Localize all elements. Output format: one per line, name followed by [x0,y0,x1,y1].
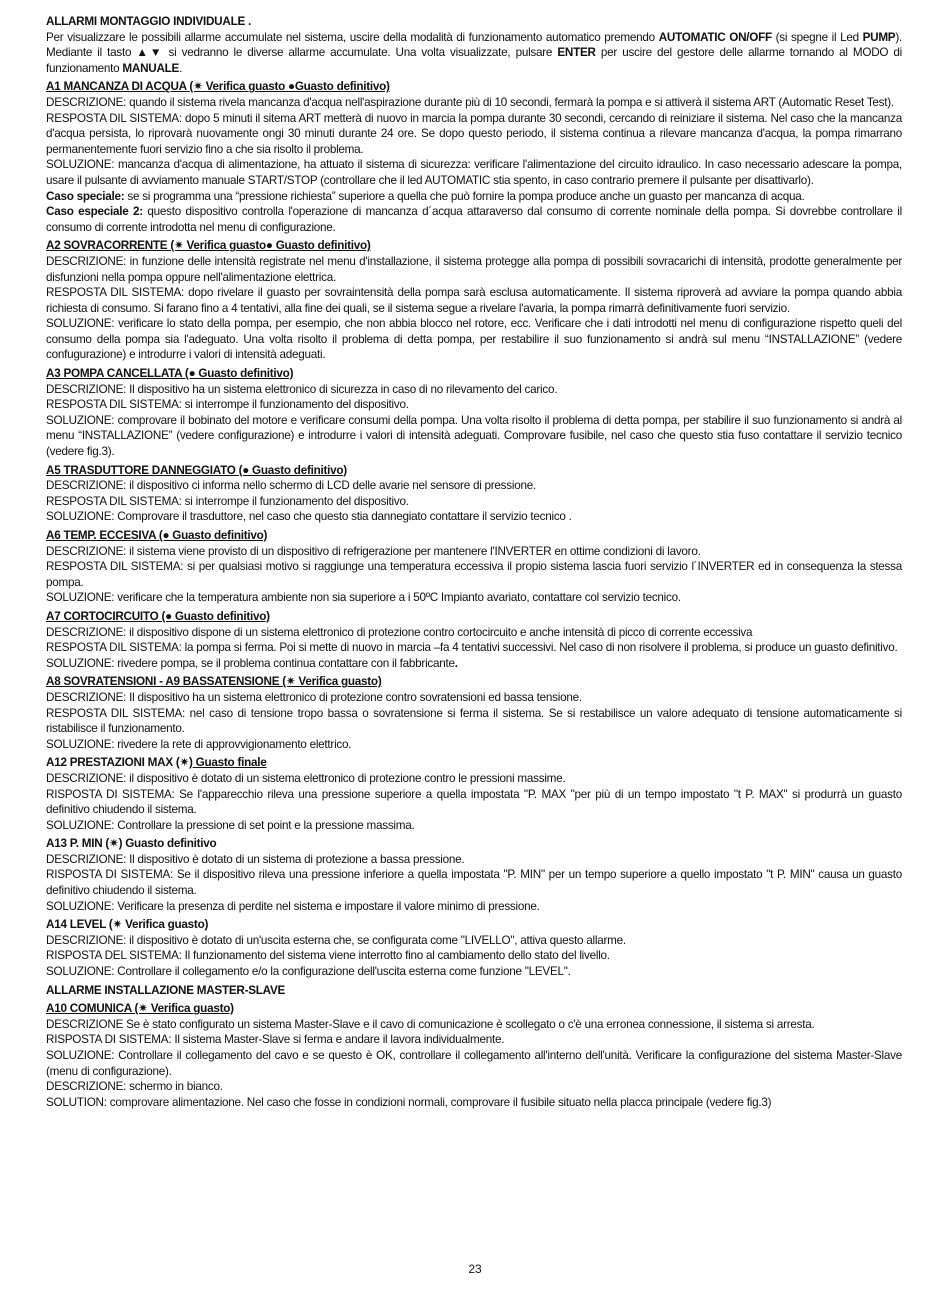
alarm-a7-solution [46,656,902,672]
alarm-a7-title: A7 CORTOCIRCUITO (● Guasto definitivo) [46,609,270,623]
special-case-2-text: questo dispositivo controlla l'operazione di mancanza d´acqua attaraverso dal consumo di corrente nominale della pompa. Si dovrebbe controllare il consumo di corrente introdotta nel menu di configurazione. [46,205,902,234]
alarm-a8-description: DESCRIZIONE: Il dispositivo ha un sistema elettronico di protezione contro sovratensioni ed bassa tensione. [46,690,582,704]
alarm-a8-title: A8 SOVRATENSIONI - A9 BASSATENSIONE (✷ Verifica guasto) [46,675,382,689]
alarm-a13-solution: SOLUZIONE: Verificare la presenza di perdite nel sistema e impostare il valore minimo di pressione. [46,899,540,913]
alarm-a8-solution: SOLUZIONE: rivedere la rete di approvvigionamento elettrico. [46,737,352,751]
alarm-a1-special-case [46,189,902,205]
alarm-a6-response: RESPOSTA DIL SISTEMA: si per qualsiasi motivo si raggiunge una temperatura eccessiva il propio sistema lascia fuori servizio l´INVERTER ed in consequenza la stessa pompa. [46,560,902,589]
master-slave-section [46,983,902,999]
alarm-a14-description: DESCRIZIONE: il dispositivo è dotato di un'uscita esterna che, se configurata come "LIVELLO", attiva questo allarme. [46,933,626,947]
alarm-a3-description: DESCRIZIONE: Il dispositivo ha un sistema elettronico di sicurezza in caso di no rilevamento del carico. [46,382,558,396]
alarm-a7-response: RESPOSTA DIL SISTEMA: la pompa si ferma. Poi si mette di nuovo in marcia –fa 4 tentativi successivi. Nel caso di non risolvere il problema, si produce un guasto definitivo. [46,641,898,655]
alarm-a6-description: DESCRIZIONE: il sistema viene provisto di un dispositivo di refrigerazione per mantenere l'INVERTER en ottime condizioni di lavoro. [46,544,701,558]
intro-text-4: per uscire del gestore delle allarme tornando al MODO di funzionamento [46,46,902,75]
alarm-a2-section [46,238,902,363]
alarm-a3-title: A3 POMPA CANCELLATA (● Guasto definitivo) [46,367,294,381]
intro-key-pump: PUMP [862,30,896,44]
alarm-a2-response: RESPOSTA DIL SISTEMA: dopo rivelare il guasto per sovraintensità della pompa sarà esclusa automaticamente. Il sistema riproverà ad avviare la pompa quando abbia richiesta di consumo. Si farano fino a 4 tentativi, alla fine dei quali, se il sistema segue a rivelare l'avaria, la pompa rimarrà definitivamente fuori servizio. [46,286,902,315]
alarm-a12-title-status: Guasto finale [192,756,267,770]
alarm-a12-solution: SOLUZIONE: Controllare la pressione di set point e la pressione massima. [46,818,415,832]
alarm-a10-solution-2: SOLUTION: comprovare alimentazione. Nel caso che fosse in condizioni normali, comprovare il fusibile situato nella placca principale (vedere fig.3) [46,1095,772,1109]
intro-title: ALLARMI MONTAGGIO INDIVIDUALE . [46,15,251,28]
intro-key-manuale: MANUALE [122,61,180,75]
alarm-a3-section [46,366,902,460]
alarm-a2-description: DESCRIZIONE: in funzione delle intensità registrate nel menu d'installazione, il sistema protegge alla pompa di possibili sovracarichi di intensità, prodotte generalmente per disfunzioni nella pompa oppure nell'alimentazione elettrica. [46,254,902,284]
alarm-a12-section [46,755,902,833]
alarm-a12-response: RISPOSTA DI SISTEMA: Se l'apparecchio rileva una pressione superiore a quella impostata "P. MAX "per più di un tempo impostato "t P. MAX" si produrrà un guasto definitivo chiudendo il sistema. [46,787,902,817]
alarm-a2-solution: SOLUZIONE: verificare lo stato della pompa, per esempio, che non abbia blocco nel rotore, ecc. Verificare che i dati introdotti nel menu di configurazione rispetto queli del consumo della pompa sia l'adeguato. Una volta risolto il problema di detta pompa, per restabilire il suo funzionamento si andrà sul menu “INSTALLAZIONE” (vedere confugurazione) e introdurre i valori di intensità adeguati. [46,317,902,362]
alarm-a10-description: DESCRIZIONE Se è stato configurato un sistema Master-Slave e il cavo di comunicazione è scollegato o c'è una erronea connessione, il sistema si arresta. [46,1017,815,1031]
alarm-a10-title: A10 COMUNICA (✷ Verifica guasto) [46,1002,234,1016]
alarm-a5-title: A5 TRASDUTTORE DANNEGGIATO (● Guasto definitivo) [46,463,347,477]
alarm-a12-description: DESCRIZIONE: il dispositivo è dotato di un sistema elettronico di protezione contro le pressioni massime. [46,771,566,785]
master-slave-title: ALLARME INSTALLAZIONE MASTER-SLAVE [46,983,286,997]
alarm-a1-section [46,79,902,235]
alarm-a7-solution-text: SOLUZIONE: rivedere pompa, se il problema continua contattare con il fabbricante [46,656,455,670]
alarm-a13-section [46,836,902,914]
alarm-a13-description: DESCRIZIONE: Il dispositivo è dotato di un sistema di protezione a bassa pressione. [46,852,465,866]
alarm-a13-title: A13 P. MIN (✷) Guasto definitivo [46,837,217,851]
alarm-a14-title: A14 LEVEL (✷ Verifica guasto) [46,918,209,932]
special-case-2-label: Caso especiale 2: [46,205,143,219]
intro-key-enter: ENTER [557,46,596,60]
alarm-a14-response: RISPOSTA DEL SISTEMA: Il funzionamento del sistema viene interrotto fino al cambiamento dello stato del livello. [46,949,610,963]
page-number: 23 [468,1262,482,1276]
document-page [46,14,902,1113]
alarm-a1-title: A1 MANCANZA DI ACQUA (✷ Verifica guasto ●Guasto definitivo) [46,80,390,94]
alarm-a10-solution: SOLUZIONE: Controllare il collegamento del cavo e se questo è OK, controllare il collegamento all'interno dell'unità. Verificare la configurazione del sistema Master-Slave (menu di configurazione). [46,1049,902,1078]
alarm-a14-section [46,917,902,979]
special-case-label: Caso speciale: [46,189,125,203]
alarm-a1-response: RESPOSTA DIL SISTEMA: dopo 5 minuti il sitema ART metterà di nuovo in marcia la pompa durante 30 secondi, cercando di reiniziare il sistema. Nel caso che la mancanza d'acqua persista, lo riprovarà nuovamente ongi 30 minuti durante 24 ore. Se dopo questo periodo, il sistema continua a rilevare mancanza d'acqua, la pompa rimarrano permanentemente fuori servizio fino a che sia risolto il problema. [46,111,902,156]
intro-text-1: Per visualizzare le possibili allarme accumulate nel sistema, uscire della modalità di funzionamento automatico premendo [46,30,659,44]
intro-text-3: ). Mediante il tasto ▲▼ si vedranno le diverse allarme accumulate. Una volta visualizzate, pulsare [46,30,902,60]
alarm-a5-description: DESCRIZIONE: il dispositivo ci informa nello schermo di LCD delle avarie nel sensore di pressione. [46,479,536,493]
intro-section [46,14,902,76]
alarm-a3-solution: SOLUZIONE: comprovare il bobinato del motore e verificare consumi della pompa. Una volta risolto il problema di detta pompa, per stabilire il suo funzionamento si andrà al menu “INSTALLAZIONE” (vedere configurazione) e introdurre i valori di intensità adeguati. Comprovare fusibile, nel caso che questo stia fuso contattare il servizio tecnico (vedere fig.3). [46,413,902,459]
intro-text-5: . [179,61,183,75]
alarm-a3-response: RESPOSTA DIL SISTEMA: si interrompe il funzionamento del dispositivo. [46,398,409,412]
alarm-a6-title: A6 TEMP. ECCESIVA (● Guasto definitivo) [46,529,268,542]
alarm-a6-section [46,528,902,606]
alarm-a5-solution: SOLUZIONE: Comprovare il trasduttore, nel caso che questo stia dannegiato contattare il servizio tecnico . [46,510,572,524]
alarm-a5-section [46,463,902,525]
alarm-a6-solution: SOLUZIONE: verificare che la temperatura ambiente non sia superiore a i 50ºC Impianto avariato, contattare col servizio tecnico. [46,591,681,605]
intro-key-automatic: AUTOMATIC ON/OFF [658,30,772,44]
alarm-a1-description: DESCRIZIONE: quando il sistema rivela mancanza d'acqua nell'aspirazione durante più di 10 secondi, fermarà la pompa e si attiverà il sistema ART (Automatic Reset Test). [46,95,894,109]
alarm-a1-solution: SOLUZIONE: mancanza d'acqua di alimentazione, ha attuato il sistema di sicurezza: verificare l'alimentazione del circuito idraulico. In caso necessario adescare la pompa, usare il pulsante di avviamento manuale START/STOP (controllare che il led AUTOMATIC stia spento, in caso contrario premere il pulsante per disattivarlo). [46,158,902,187]
alarm-a8-response: RESPOSTA DIL SISTEMA: nel caso di tensione tropo bassa o sovratensione si ferma il sistema. Se si restabilisce un valore adequato di tensione automaticamente si ristabilisce il funzionamento. [46,706,902,736]
special-case-text: se si programma una “pressione richiesta” superiore a quella che può fornire la pompa produce anche un guasto per mancanza di acqua. [124,189,805,203]
alarm-a13-response: RISPOSTA DI SISTEMA: Se il dispositivo rileva una pressione inferiore a quella impostata "P. MIN" per un tempo superiore a quello impostato "t P. MIN" causa un guasto definitivo chiudendo il sistema. [46,868,902,898]
intro-paragraph [46,30,902,77]
alarm-a5-response: RESPOSTA DIL SISTEMA: si interrompe il funzionamento del dispositivo. [46,494,409,508]
intro-text-2: (si spegne il Led [771,30,863,44]
alarm-a7-section [46,609,902,671]
alarm-a12-title-main: A12 PRESTAZIONI MAX (✷) [46,756,193,770]
alarm-a12-title [46,755,902,771]
alarm-a10-section [46,1001,902,1110]
alarm-a2-title: A2 SOVRACORRENTE (✷ Verifica guasto● Guasto definitivo) [46,239,371,253]
alarm-a10-description-2: DESCRIZIONE: schermo in bianco. [46,1080,223,1094]
alarm-a8-section [46,674,902,752]
alarm-a7-solution-period: . [454,656,458,670]
alarm-a7-description: DESCRIZIONE: il dispositivo dispone di un sistema elettronico di protezione contro cortocircuito e anche intensità di picco di corrente eccessiva [46,625,753,639]
alarm-a14-solution: SOLUZIONE: Controllare il collegamento e/o la configurazione dell'uscita esterna come funzione "LEVEL". [46,965,571,979]
alarm-a10-response: RISPOSTA DI SISTEMA: Il sistema Master-Slave si ferma e andare il lavora individualmente. [46,1033,505,1047]
alarm-a1-special-case-2 [46,204,902,235]
